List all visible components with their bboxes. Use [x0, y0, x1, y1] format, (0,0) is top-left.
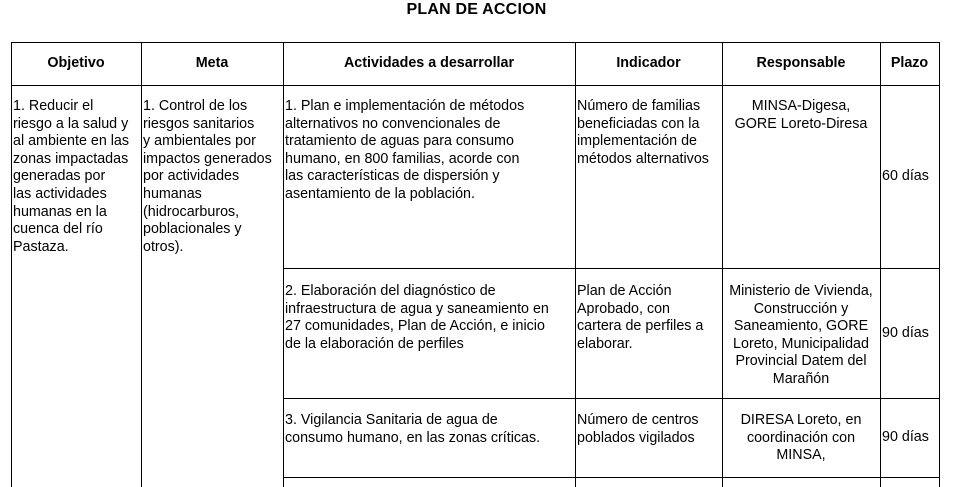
header-meta: Meta — [195, 54, 229, 71]
column-divider — [722, 42, 723, 487]
header-objetivo: Objetivo — [47, 54, 105, 71]
column-divider — [283, 42, 284, 487]
row-2-plazo: 90 días — [882, 324, 929, 341]
row-divider — [283, 398, 940, 399]
page-title: PLAN DE ACCION — [406, 1, 547, 18]
row-1-actividad: 1. Plan e implementación de métodos alternativos no convencionales de tratamiento de aguas para consumo humano, en 800 familias, acorde con las características de dispersión y asentamiento de la población. — [285, 98, 525, 202]
header-actividades: Actividades a desarrollar — [343, 54, 515, 71]
column-divider — [141, 42, 142, 487]
column-divider — [575, 42, 576, 487]
row-3-actividad: 3. Vigilancia Sanitaria de agua de consumo humano, en las zonas críticas. — [285, 412, 541, 446]
row-1-indicador: Número de familias beneficiadas con la implementación de métodos alternativos — [577, 98, 709, 167]
header-responsable: Responsable — [756, 54, 846, 71]
row-2-actividad: 2. Elaboración del diagnóstico de infraestructura de agua y saneamiento en 27 comunidades, Plan de Acción, e inicio de la elaboración de perfiles — [285, 283, 549, 352]
row-1-plazo: 60 días — [882, 168, 929, 185]
table-border-right — [939, 42, 940, 487]
header-plazo: Plazo — [890, 54, 929, 71]
row-3-plazo: 90 días — [882, 429, 929, 446]
table-border-left — [11, 42, 12, 487]
row-divider — [283, 477, 940, 478]
column-divider — [880, 42, 881, 487]
header-indicador: Indicador — [616, 54, 681, 71]
table-border-top — [11, 42, 940, 43]
objetivo-cell: 1. Reducir el riesgo a la salud y al ambiente en las zonas impactadas generadas por las actividades humanas en la cuenca del río Pastaza. — [13, 98, 130, 255]
row-3-indicador: Número de centros poblados vigilados — [577, 412, 699, 446]
header-divider — [11, 85, 940, 86]
row-2-responsable: Ministerio de Vivienda, Construcción y Saneamiento, GORE Loreto, Municipalidad Provincial Datem del Marañón — [729, 283, 873, 387]
row-divider — [283, 268, 940, 269]
meta-cell: 1. Control de los riesgos sanitarios y ambientales por impactos generados por actividades humanas (hidrocarburos, poblacionales y otros). — [143, 98, 272, 255]
row-2-indicador: Plan de Acción Aprobado, con cartera de perfiles a elaborar. — [577, 283, 704, 352]
row-3-responsable: DIRESA Loreto, en coordinación con MINSA, — [740, 412, 862, 464]
row-1-responsable: MINSA-Digesa, GORE Loreto-Diresa — [734, 98, 868, 132]
